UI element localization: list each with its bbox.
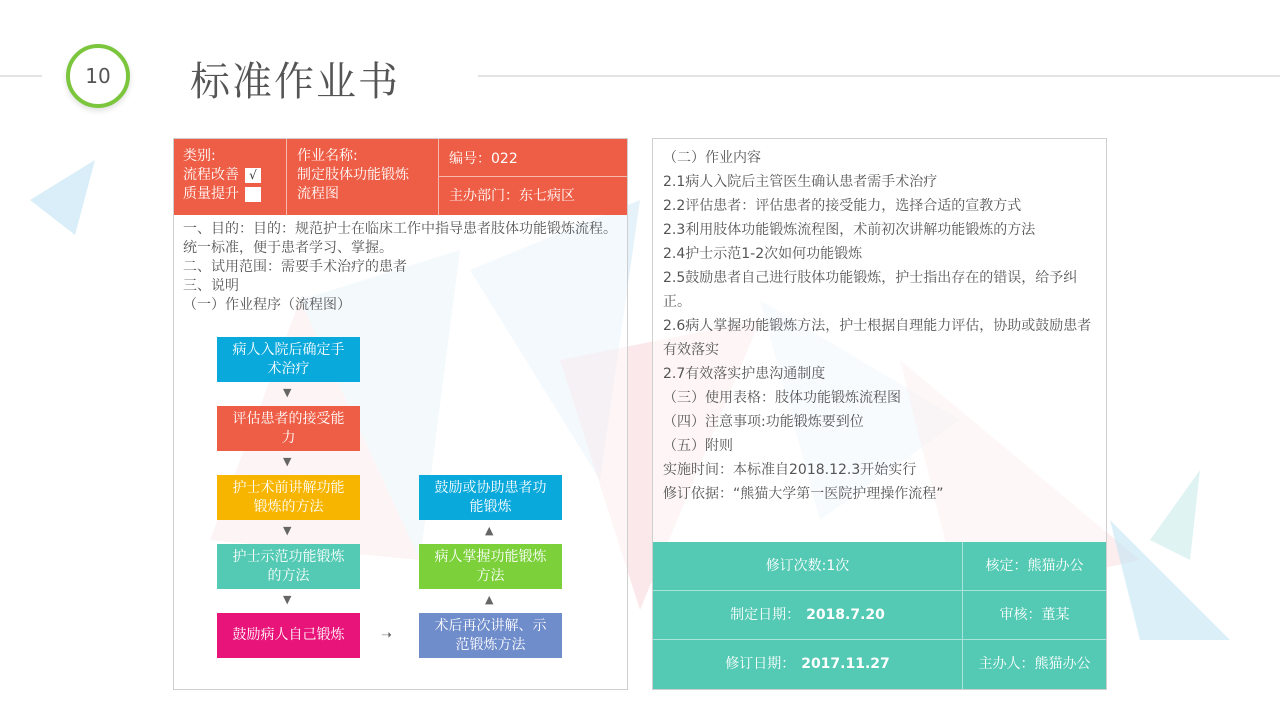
revision-basis-line: 修订依据：“熊猫大学第一医院护理操作流程” — [663, 486, 944, 502]
flow-heading: （一）作业程序（流程图） — [183, 297, 351, 313]
category-cell — [174, 139, 287, 215]
content-item: 2.2评估患者：评估患者的接受能力，选择合适的宣教方式 — [663, 198, 1022, 214]
revised-date-label: 修订日期： — [725, 656, 796, 672]
option-process-improve — [183, 166, 286, 185]
content-item: 2.4护士示范1-2次如何功能锻炼 — [663, 246, 863, 262]
content-item: 2.3利用肢体功能锻炼流程图，术前初次讲解功能锻炼的方法 — [663, 222, 1036, 238]
content-heading: （二）作业内容 — [663, 150, 761, 166]
approve-cell: 核定：熊猫办公 — [963, 542, 1106, 591]
procedure-panel — [173, 138, 628, 690]
arrow-down-icon: ▼ — [283, 386, 292, 399]
created-date-value: 2018.7.20 — [806, 606, 885, 623]
review-cell: 审核：董某 — [963, 591, 1106, 640]
job-name-line: 制定肢体功能锻炼 — [297, 167, 409, 183]
category-label: 类别: — [183, 148, 216, 164]
option-label: 流程改善 — [183, 167, 239, 183]
page-title: 标准作业书 — [190, 59, 400, 105]
created-date-cell — [653, 591, 963, 640]
page-number-badge — [66, 44, 130, 108]
number-cell: 编号：022 — [439, 139, 627, 177]
option-label: 质量提升 — [183, 186, 239, 202]
arrow-up-icon: ▲ — [485, 593, 494, 606]
flow-step-assess: 评估患者的接受能力 — [217, 406, 360, 451]
notes-heading: 三、说明 — [183, 278, 239, 294]
content-item: 2.5鼓励患者自己进行肢体功能锻炼，护士指出存在的错误，给予纠正。 — [663, 270, 1078, 310]
content-panel — [652, 138, 1107, 690]
job-name-label: 作业名称: — [297, 148, 358, 164]
flow-step-explain: 护士术前讲解功能锻炼的方法 — [217, 475, 360, 520]
option-quality-improve — [183, 185, 286, 204]
arrow-down-icon: ▼ — [283, 455, 292, 468]
scope-line: 二、试用范围：需要手术治疗的患者 — [183, 259, 407, 275]
content-text — [663, 146, 1103, 506]
procedure-text — [183, 220, 623, 315]
process-improve-checkbox[interactable]: √ — [245, 168, 261, 183]
quality-improve-checkbox[interactable] — [245, 187, 261, 202]
cautions-line: （四）注意事项:功能锻炼要到位 — [663, 414, 864, 430]
appendix-line: （五）附则 — [663, 438, 733, 454]
effective-date-line: 实施时间：本标准自2018.12.3开始实行 — [663, 462, 917, 478]
procedure-header-table — [174, 139, 627, 215]
revision-count-cell: 修订次数:1次 — [653, 542, 963, 591]
revised-date-cell — [653, 640, 963, 689]
flow-step-post-op-explain: 术后再次讲解、示范锻炼方法 — [419, 613, 562, 658]
job-name-line: 流程图 — [297, 186, 339, 202]
arrow-right-icon: ➝ — [381, 628, 392, 643]
arrow-up-icon: ▲ — [485, 524, 494, 537]
header-rule-right — [478, 75, 1280, 77]
header-rule-left — [0, 75, 42, 77]
flow-step-self-exercise: 鼓励病人自己锻炼 — [217, 613, 360, 658]
host-cell: 主办人：熊猫办公 — [978, 656, 1091, 672]
arrow-down-icon: ▼ — [283, 524, 292, 537]
content-item: 2.7有效落实护患沟通制度 — [663, 366, 826, 382]
flow-step-mastered: 病人掌握功能锻炼方法 — [419, 544, 562, 589]
flow-step-demonstrate: 护士示范功能锻炼的方法 — [217, 544, 360, 589]
job-name-cell — [287, 139, 439, 215]
flow-step-encourage: 鼓励或协助患者功能锻炼 — [419, 475, 562, 520]
flow-step-admission: 病人入院后确定手术治疗 — [217, 337, 360, 382]
created-date-label: 制定日期： — [730, 606, 801, 623]
page-number: 10 — [85, 64, 111, 88]
department-cell: 主办部门：东七病区 — [449, 188, 575, 204]
content-item: 2.1病人入院后主管医生确认患者需手术治疗 — [663, 174, 938, 190]
purpose-line: 一、目的：目的：规范护士在临床工作中指导患者肢体功能锻炼流程。统一标准，便于患者学习、掌握。 — [183, 221, 617, 256]
arrow-down-icon: ▼ — [283, 593, 292, 606]
content-item: 2.6病人掌握功能锻炼方法，护士根据自理能力评估，协助或鼓励患者有效落实 — [663, 318, 1092, 358]
revision-table — [653, 542, 1106, 689]
forms-line: （三）使用表格：肢体功能锻炼流程图 — [663, 390, 901, 406]
revised-date-value: 2017.11.27 — [801, 656, 890, 672]
